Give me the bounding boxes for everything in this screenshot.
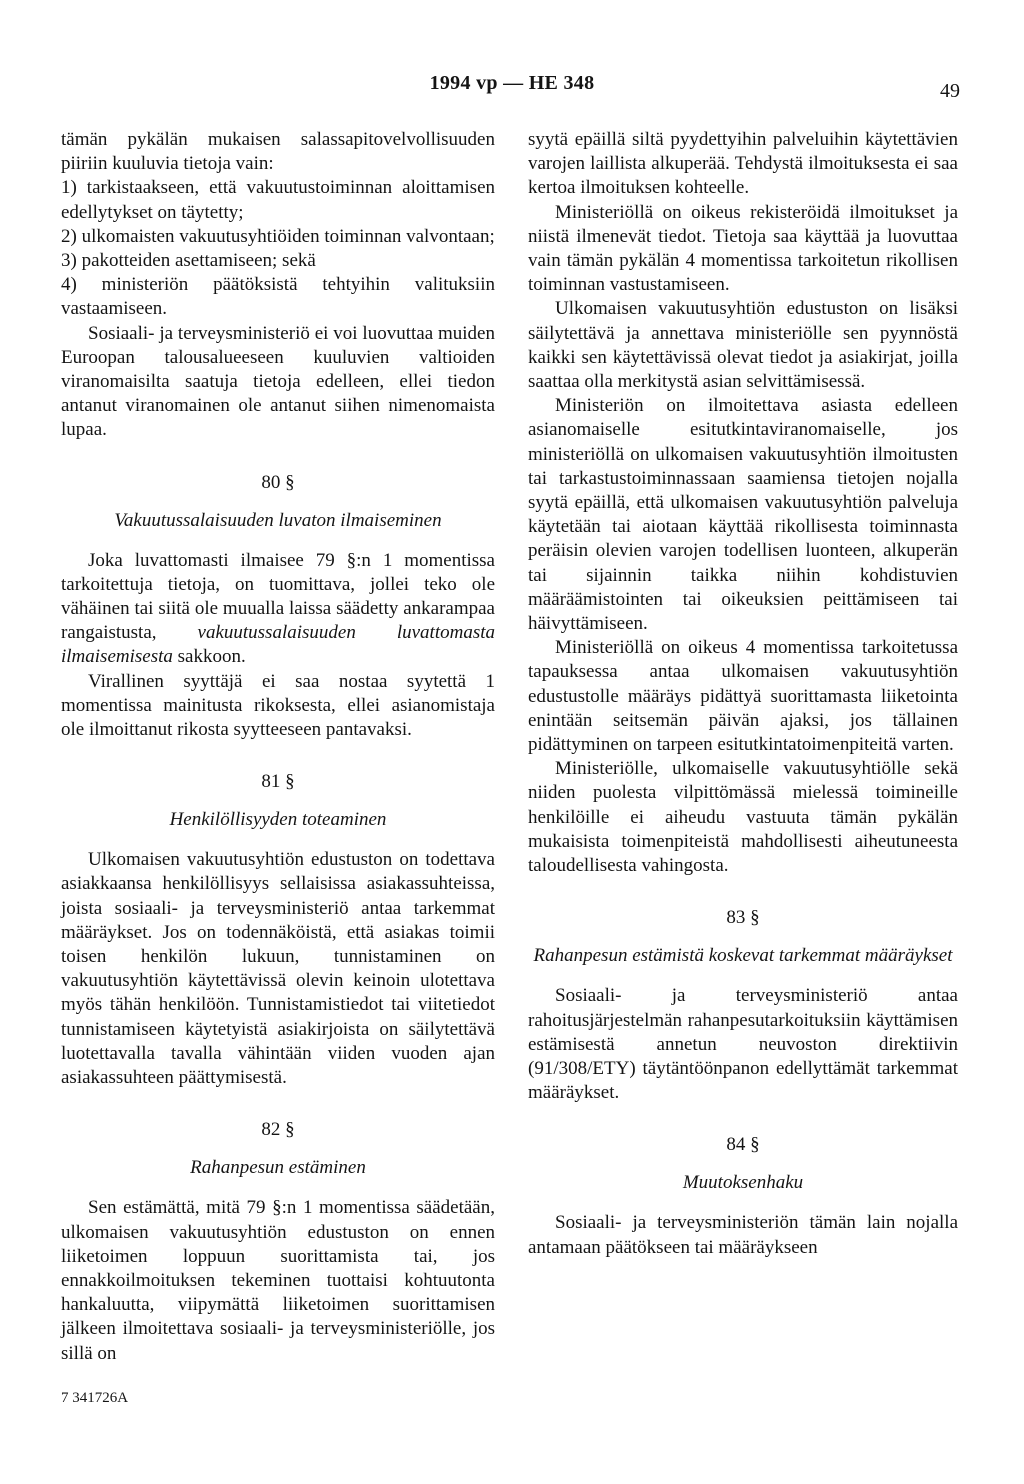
section-title-83: Rahanpesun estämistä koskevat tarkemmat määräykset [533,945,953,967]
list-item: 3) pakotteiden asettamiseen; sekä [61,250,316,272]
paragraph: Sosiaali- ja terveysministeriö ei voi luovuttaa muiden Euroopan talousalueeseen kuuluvien valtioiden viranomaisilta saatuja tietoja edelleen, ellei tiedon antanut viranomainen ole antanut siihen nimenomaista lupaa. [61,322,495,441]
paragraph: Sosiaali- ja terveysministeriö antaa rahoitusjärjestelmän rahanpesutarkoituksiin käyttämisen estämisestä annetun neuvoston direktiivin (91/308/ETY) täytäntöönpanon edellyttämät tarkemmat määräykset. [528,985,958,1104]
paragraph: Ulkomaisen vakuutusyhtiön edustuston on todettava asiakkaansa henkilöllisyys sellaisissa asiakassuhteissa, joista sosiaali- ja terveysministeriö antaa tarkemmat määräykset. Jos on todennäköistä, että asiakas toimii toisen henkilön lukuun, tunnistaminen on vakuutusyhtiön käytettävissä olevin keinoin ulotettava myös tähän henkilöön. Tunnistamistiedot tai viitetiedot tunnistamiseen käytetyistä asiakirjoista on säilytettävä luotettavalla tavalla vähintään viiden vuoden ajan asiakassuhteen päättymisestä. [61,849,495,1089]
paragraph: Sosiaali- ja terveysministeriön tämän lain nojalla antamaan päätökseen tai määräykseen [528,1212,958,1258]
paragraph: Ministeriön on ilmoitettava asiasta edelleen asianomaiselle esitutkintaviranomaiselle, jos ministeriöllä on ulkomaisen vakuutusyhtiön ilmoitusten tai tarkastustoiminnassaan saamiensa tietojen nojalla syytä epäillä, että ulkomaisen vakuutusyhtiön palveluja käytetään tai aiotaan käyttää rikollisesta toiminnasta peräisin olevien varojen todellisen luonteen, alkuperän tai sijainnin taikka niihin kohdistuvien määräämistointen tai oikeuksien peittämiseen tai häivyttämiseen. [528,395,958,635]
text-run: Joka luvattomasti ilmaisee 79 §:n 1 momentissa tarkoitettuja tietoja, on tuomittava, jollei teko ole vähäinen tai siitä ole muualla laissa säädetty ankarampaa rangaistusta, [61,549,495,644]
list-item: 4) ministeriön päätöksistä tehtyihin valituksiin vastaamiseen. [61,274,495,320]
text-run: sakkoon. [172,646,246,668]
section-number-81: 81 § [261,771,295,793]
paragraph: Ministeriöllä on oikeus rekisteröidä ilmoitukset ja niistä ilmenevät tiedot. Tietoja saa käyttää ja luovuttaa vain tämän pykälän 4 momentissa tarkoitetun rikollisen toiminnan vastustamiseen. [528,201,958,296]
paragraph [61,549,495,670]
section-title-81: Henkilöllisyyden toteaminen [169,809,387,831]
section-title-80: Vakuutussalaisuuden luvaton ilmaiseminen [114,509,442,531]
intro-paragraph: tämän pykälän mukaisen salassapitovelvollisuuden piiriin kuuluvia tietoja vain: [61,129,495,175]
italic-term: vakuutussalaisuuden luvattomasta ilmaisemisesta [61,622,495,668]
section-title-84: Muutoksenhaku [682,1172,804,1194]
left-column [61,128,495,1366]
page-number: 49 [940,80,960,102]
section-number-82: 82 § [261,1119,295,1141]
section-number-83: 83 § [726,907,760,929]
paragraph: Ministeriöllä on oikeus 4 momentissa tarkoitetussa tapauksessa antaa ulkomaisen vakuutusyhtiön edustustolle määräys pidättyä suorittamasta liiketointa enintään seitsemän päivän ajaksi, jos tällainen pidättyminen on tarpeen esitutkintatoimenpiteitä varten. [528,637,958,756]
paragraph: Sen estämättä, mitä 79 §:n 1 momentissa säädetään, ulkomaisen vakuutusyhtiön edustuston on ennen liiketoimen loppuun suorittamista tai, jos ennakkoilmoituksen tekeminen tuottaisi kohtuutonta hankaluutta, viipymättä liiketoimen suorittamisen jälkeen ilmoitettava sosiaali- ja terveysministeriölle, jos sillä on [61,1197,495,1364]
section-title-82: Rahanpesun estäminen [190,1157,366,1179]
list-item: 1) tarkistaakseen, että vakuutustoiminnan aloittamisen edellytykset on täytetty; [61,177,495,223]
section-number-80: 80 § [261,471,295,493]
paragraph: syytä epäillä siltä pyydettyihin palveluihin käytettävien varojen laillista alkuperää. Tehdystä ilmoituksesta ei saa kertoa ilmoituksen kohteelle. [528,129,958,199]
right-column [528,128,958,1260]
paragraph: Virallinen syyttäjä ei saa nostaa syytettä 1 momentissa mainitusta rikoksesta, ellei asianomistaja ole ilmoittanut rikosta syytteeseen pantavaksi. [61,670,495,741]
page-header-title: 1994 vp — HE 348 [429,72,595,94]
paragraph: Ministeriölle, ulkomaiselle vakuutusyhtiölle sekä niiden puolesta vilpittömässä mielessä toimineille henkilöille ei aiheudu vastuuta tämän pykälän mukaisista toimenpiteistä mahdollisesti aiheutuneesta taloudellisesta vahingosta. [528,758,958,877]
footer-print-code: 7 341726A [61,1390,129,1406]
paragraph: Ulkomaisen vakuutusyhtiön edustuston on lisäksi säilytettävä ja annettava ministeriölle sen pyynnöstä kaikki sen käytettävissä olevat tiedot ja asiakirjat, joilla saattaa olla merkitystä asian selvittämisessä. [528,298,958,393]
section-number-84: 84 § [726,1134,760,1156]
list-item: 2) ulkomaisten vakuutusyhtiöiden toiminnan valvontaan; [61,225,495,247]
